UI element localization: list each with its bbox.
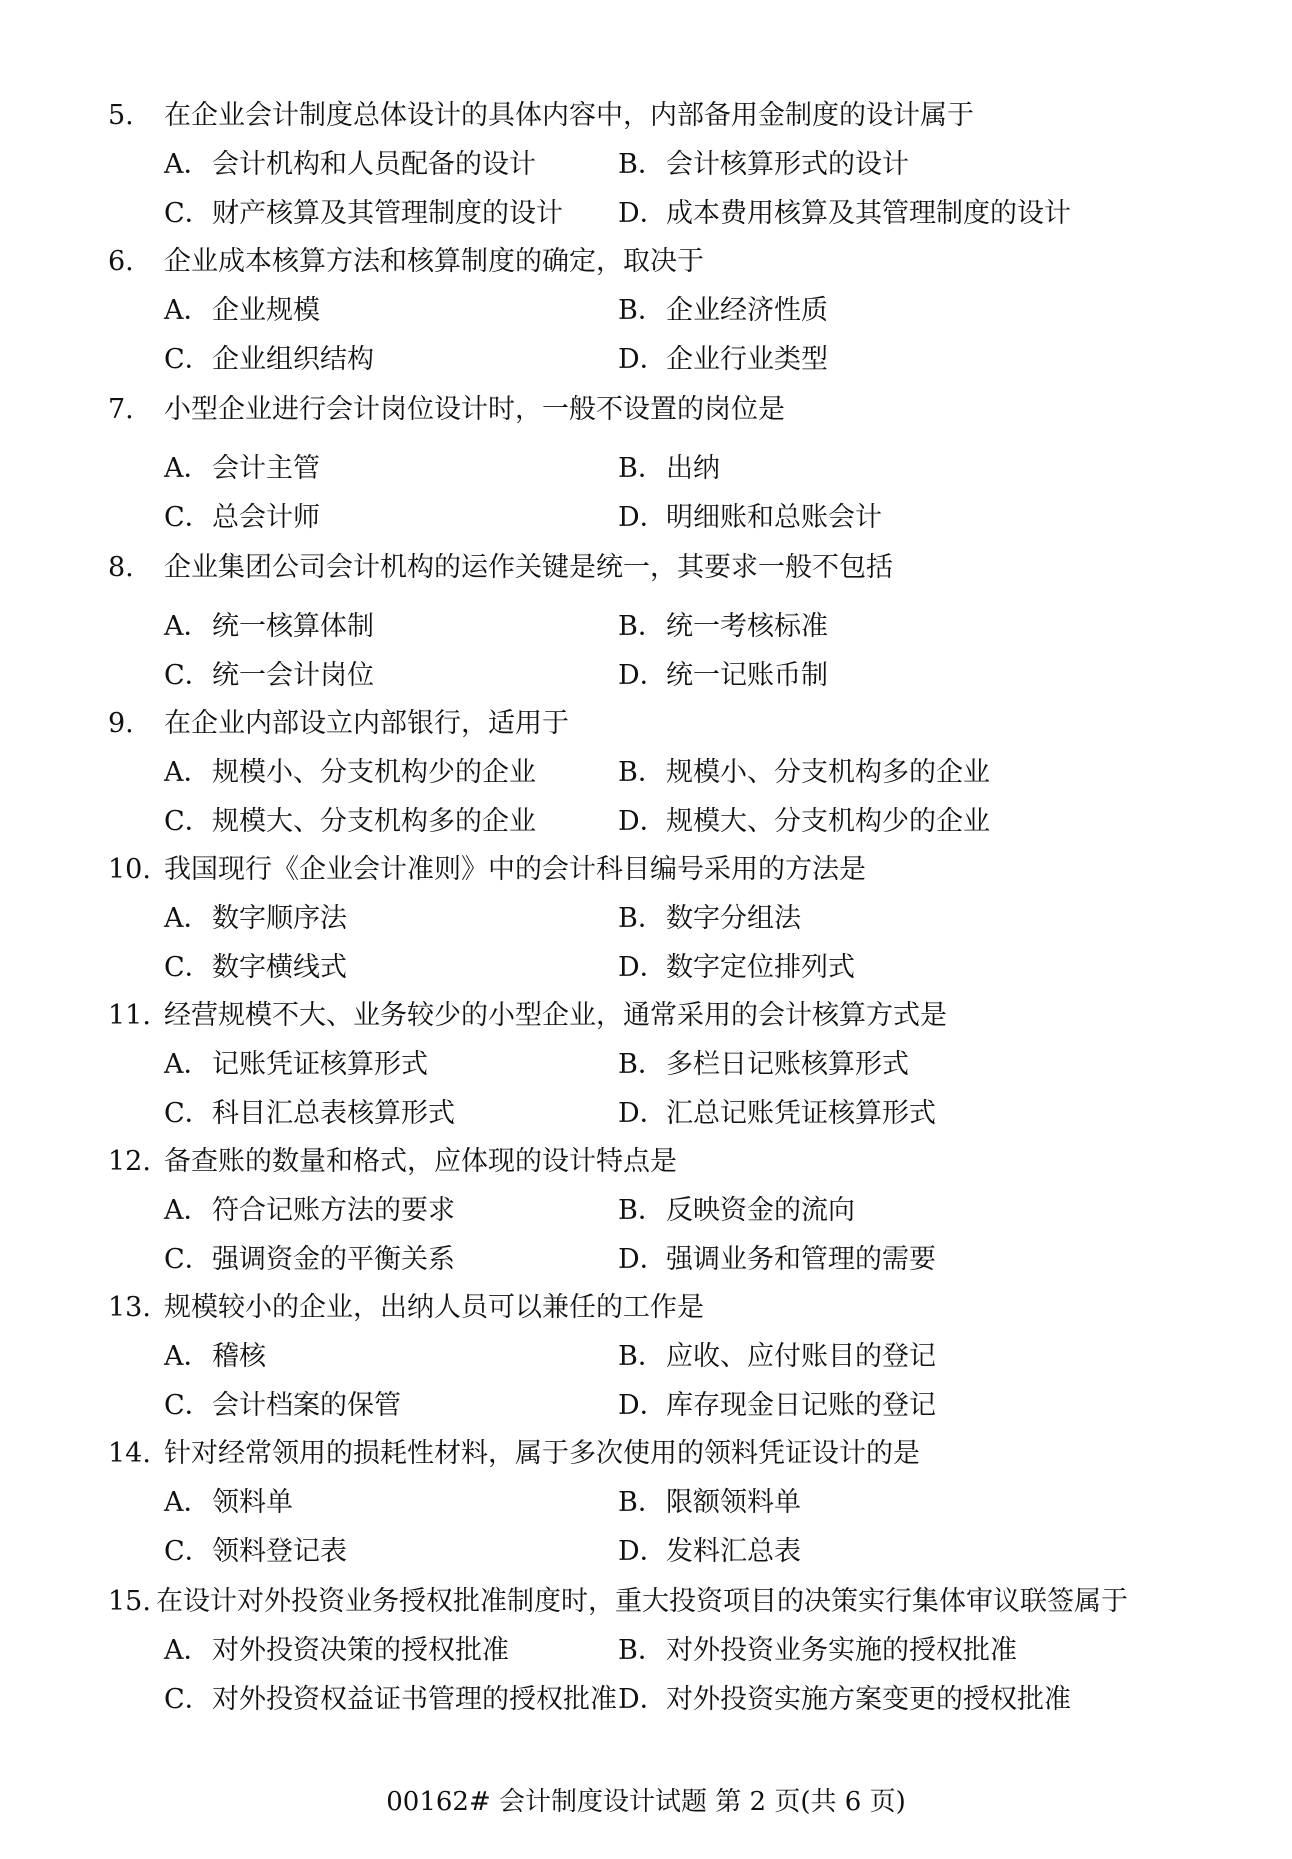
option-b: B． 数字分组法 [618, 894, 1178, 943]
option-a: A． 企业规模 [108, 286, 618, 335]
question-6 [108, 238, 1228, 384]
question-13 [108, 1284, 1228, 1430]
option-text: 明细账和总账会计 [666, 502, 882, 533]
option-d: D． 库存现金日记账的登记 [618, 1381, 1178, 1430]
option-text: 科目汇总表核算形式 [212, 1098, 455, 1129]
options-row [108, 1186, 1228, 1235]
option-text: 多栏日记账核算形式 [666, 1049, 909, 1080]
options-row [108, 748, 1228, 797]
option-c: C． 财产核算及其管理制度的设计 [108, 189, 618, 238]
option-b: B． 对外投资业务实施的授权批准 [618, 1626, 1178, 1675]
options-row [108, 1626, 1228, 1675]
option-text: 企业规模 [212, 295, 320, 326]
option-a: A． 稽核 [108, 1332, 618, 1381]
question-text: 备查账的数量和格式，应体现的设计特点是 [164, 1146, 677, 1177]
question-stem [108, 1284, 1228, 1332]
option-b: B． 应收、应付账目的登记 [618, 1332, 1178, 1381]
page-footer: 00162# 会计制度设计试题 第 2 页(共 6 页) [386, 1787, 906, 1817]
option-b: B． 统一考核标准 [618, 602, 1178, 651]
options-row [108, 140, 1228, 189]
options-row [108, 1527, 1228, 1576]
option-a: A． 会计机构和人员配备的设计 [108, 140, 618, 189]
options-row [108, 1332, 1228, 1381]
option-text: 发料汇总表 [666, 1536, 801, 1567]
option-b: B． 限额领料单 [618, 1478, 1178, 1527]
question-stem [108, 544, 1228, 602]
option-d: D． 明细账和总账会计 [618, 493, 1178, 542]
options-row [108, 1675, 1228, 1724]
option-text: 限额领料单 [666, 1487, 801, 1518]
question-text: 小型企业进行会计岗位设计时，一般不设置的岗位是 [164, 394, 785, 425]
option-text: 对外投资业务实施的授权批准 [666, 1635, 1017, 1666]
options-row [108, 651, 1228, 700]
option-text: 领料单 [212, 1487, 293, 1518]
option-a: A． 数字顺序法 [108, 894, 618, 943]
option-text: 强调业务和管理的需要 [666, 1244, 936, 1275]
options-row [108, 1381, 1228, 1430]
question-text: 企业集团公司会计机构的运作关键是统一，其要求一般不包括 [164, 552, 893, 583]
question-text: 在企业会计制度总体设计的具体内容中，内部备用金制度的设计属于 [164, 100, 974, 131]
option-text: 财产核算及其管理制度的设计 [212, 198, 563, 229]
option-b: B． 企业经济性质 [618, 286, 1178, 335]
option-a: A． 领料单 [108, 1478, 618, 1527]
option-text: 数字分组法 [666, 903, 801, 934]
option-text: 企业组织结构 [212, 344, 374, 375]
option-d: D． 统一记账币制 [618, 651, 1178, 700]
options-row [108, 335, 1228, 384]
option-a: A． 会计主管 [108, 444, 618, 493]
option-text: 库存现金日记账的登记 [666, 1390, 936, 1421]
option-d: D． 汇总记账凭证核算形式 [618, 1089, 1178, 1138]
option-text: 总会计师 [212, 502, 320, 533]
option-c: C． 领料登记表 [108, 1527, 618, 1576]
question-number: 12. [108, 1146, 151, 1177]
options-row [108, 493, 1228, 542]
option-a: A． 规模小、分支机构少的企业 [108, 748, 618, 797]
option-text: 企业行业类型 [666, 344, 828, 375]
option-text: 反映资金的流向 [666, 1195, 855, 1226]
question-stem [108, 846, 1228, 894]
question-number: 8. [108, 552, 134, 583]
question-number: 11. [108, 1000, 151, 1031]
option-d: D． 企业行业类型 [618, 335, 1178, 384]
option-c: C． 企业组织结构 [108, 335, 618, 384]
option-text: 数字顺序法 [212, 903, 347, 934]
option-text: 规模大、分支机构少的企业 [666, 806, 990, 837]
option-text: 规模小、分支机构少的企业 [212, 757, 536, 788]
option-b: B． 会计核算形式的设计 [618, 140, 1178, 189]
option-text: 数字横线式 [212, 952, 347, 983]
options-row [108, 189, 1228, 238]
question-text: 经营规模不大、业务较少的小型企业，通常采用的会计核算方式是 [164, 1000, 947, 1031]
question-stem [108, 92, 1228, 140]
question-15 [108, 1578, 1228, 1724]
question-7 [108, 386, 1228, 542]
option-a: A． 符合记账方法的要求 [108, 1186, 618, 1235]
option-text: 统一记账币制 [666, 660, 828, 691]
option-text: 企业经济性质 [666, 295, 828, 326]
option-text: 规模大、分支机构多的企业 [212, 806, 536, 837]
options-row [108, 797, 1228, 846]
option-c: C． 统一会计岗位 [108, 651, 618, 700]
question-12 [108, 1138, 1228, 1284]
question-text: 在企业内部设立内部银行，适用于 [164, 708, 569, 739]
option-text: 符合记账方法的要求 [212, 1195, 455, 1226]
option-d: D． 发料汇总表 [618, 1527, 1178, 1576]
question-text: 针对经常领用的损耗性材料，属于多次使用的领料凭证设计的是 [164, 1438, 920, 1469]
question-14 [108, 1430, 1228, 1576]
question-5 [108, 92, 1228, 238]
option-text: 对外投资实施方案变更的授权批准 [666, 1684, 1071, 1715]
option-b: B． 反映资金的流向 [618, 1186, 1178, 1235]
option-text: 规模小、分支机构多的企业 [666, 757, 990, 788]
option-b: B． 规模小、分支机构多的企业 [618, 748, 1178, 797]
option-text: 稽核 [212, 1341, 266, 1372]
option-text: 会计核算形式的设计 [666, 149, 909, 180]
option-c: C． 总会计师 [108, 493, 618, 542]
option-d: D． 规模大、分支机构少的企业 [618, 797, 1178, 846]
question-stem [108, 386, 1228, 444]
option-text: 统一核算体制 [212, 611, 374, 642]
option-a: A． 记账凭证核算形式 [108, 1040, 618, 1089]
options-row [108, 1040, 1228, 1089]
option-text: 会计档案的保管 [212, 1390, 401, 1421]
option-text: 统一会计岗位 [212, 660, 374, 691]
question-number: 13. [108, 1292, 151, 1323]
option-b: B． 多栏日记账核算形式 [618, 1040, 1178, 1089]
option-d: D． 成本费用核算及其管理制度的设计 [618, 189, 1178, 238]
option-d: D． 对外投资实施方案变更的授权批准 [618, 1675, 1178, 1724]
option-text: 成本费用核算及其管理制度的设计 [666, 198, 1071, 229]
question-number: 7. [108, 394, 134, 425]
question-number: 5. [108, 100, 134, 131]
question-stem [108, 992, 1228, 1040]
question-stem [108, 1430, 1228, 1478]
question-10 [108, 846, 1228, 992]
question-stem [108, 238, 1228, 286]
question-number: 10. [108, 854, 151, 885]
option-c: C． 科目汇总表核算形式 [108, 1089, 618, 1138]
option-d: D． 数字定位排列式 [618, 943, 1178, 992]
question-number: 6. [108, 246, 134, 277]
option-c: C． 对外投资权益证书管理的授权批准 [108, 1675, 618, 1724]
question-11 [108, 992, 1228, 1138]
option-text: 应收、应付账目的登记 [666, 1341, 936, 1372]
option-text: 记账凭证核算形式 [212, 1049, 428, 1080]
question-number: 15. [108, 1586, 151, 1617]
option-text: 出纳 [666, 453, 720, 484]
question-number: 9. [108, 708, 134, 739]
question-8 [108, 544, 1228, 700]
question-stem [108, 700, 1228, 748]
option-text: 对外投资权益证书管理的授权批准 [212, 1684, 617, 1715]
question-stem [108, 1578, 1228, 1626]
question-9 [108, 700, 1228, 846]
option-a: A． 统一核算体制 [108, 602, 618, 651]
options-row [108, 602, 1228, 651]
question-stem [108, 1138, 1228, 1186]
option-text: 强调资金的平衡关系 [212, 1244, 455, 1275]
question-text: 在设计对外投资业务授权批准制度时，重大投资项目的决策实行集体审议联签属于 [156, 1586, 1128, 1617]
options-row [108, 286, 1228, 335]
option-c: C． 规模大、分支机构多的企业 [108, 797, 618, 846]
question-number: 14. [108, 1438, 151, 1469]
question-text: 我国现行《企业会计准则》中的会计科目编号采用的方法是 [164, 854, 866, 885]
option-c: C． 强调资金的平衡关系 [108, 1235, 618, 1284]
option-c: C． 会计档案的保管 [108, 1381, 618, 1430]
question-text: 企业成本核算方法和核算制度的确定，取决于 [164, 246, 704, 277]
option-text: 会计机构和人员配备的设计 [212, 149, 536, 180]
option-text: 对外投资决策的授权批准 [212, 1635, 509, 1666]
options-row [108, 1089, 1228, 1138]
question-text: 规模较小的企业，出纳人员可以兼任的工作是 [164, 1292, 704, 1323]
option-text: 数字定位排列式 [666, 952, 855, 983]
option-text: 领料登记表 [212, 1536, 347, 1567]
options-row [108, 444, 1228, 493]
option-text: 汇总记账凭证核算形式 [666, 1098, 936, 1129]
option-a: A． 对外投资决策的授权批准 [108, 1626, 618, 1675]
options-row [108, 1478, 1228, 1527]
options-row [108, 894, 1228, 943]
option-text: 统一考核标准 [666, 611, 828, 642]
option-d: D． 强调业务和管理的需要 [618, 1235, 1178, 1284]
option-text: 会计主管 [212, 453, 320, 484]
options-row [108, 1235, 1228, 1284]
option-b: B． 出纳 [618, 444, 1178, 493]
options-row [108, 943, 1228, 992]
option-c: C． 数字横线式 [108, 943, 618, 992]
